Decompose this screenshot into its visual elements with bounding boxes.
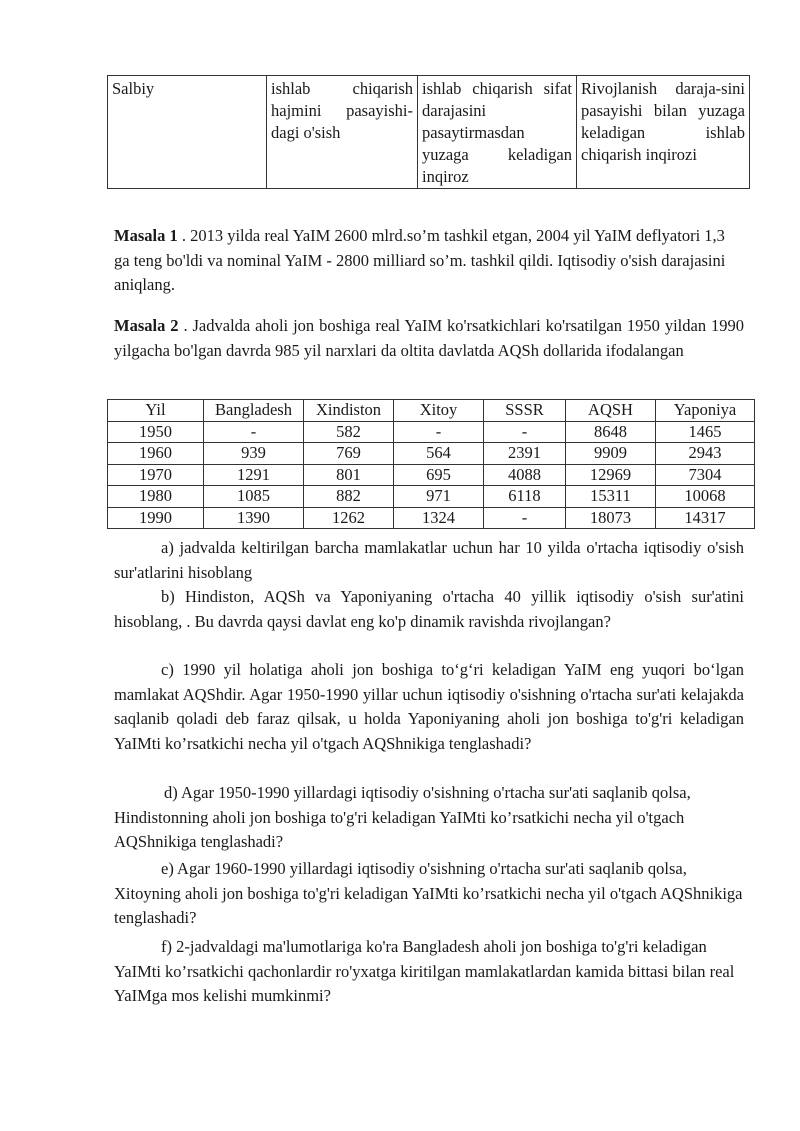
problem-2: [114, 314, 744, 363]
table-cell: 1950: [108, 421, 204, 443]
table-cell: 882: [304, 486, 394, 508]
column-header: Xitoy: [394, 400, 484, 422]
table-cell: 1324: [394, 507, 484, 529]
table-cell: 1085: [204, 486, 304, 508]
table-cell: 7304: [656, 464, 755, 486]
table-cell: -: [484, 421, 566, 443]
column-header: Bangladesh: [204, 400, 304, 422]
table-cell: 1465: [656, 421, 755, 443]
column-header: Yaponiya: [656, 400, 755, 422]
table-cell: 9909: [566, 443, 656, 465]
table-cell: 939: [204, 443, 304, 465]
problem-2-label: Masala 2: [114, 316, 179, 335]
question-b: b) Hindiston, AQSh va Yaponiyaning o'rtacha 40 yillik iqtisodiy o'sish sur'atini hisoblang, . Bu davrda qaysi davlat eng ko'p dinamik ravishda rivojlangan?: [114, 587, 744, 631]
problem-1-label: Masala 1: [114, 226, 178, 245]
gdp-per-capita-table: [107, 399, 755, 529]
problem-2-text: . Jadvalda aholi jon boshiga real YaIM ko'rsatkichlari ko'rsatilgan 1950 yildan 1990 yilgacha bo'lgan davrda 985 yil narxlari da oltita davlatda AQSh dollarida ifodalangan: [114, 316, 744, 360]
table-cell: -: [204, 421, 304, 443]
table-cell: 15311: [566, 486, 656, 508]
table-row: [108, 486, 755, 508]
question-d: d) Agar 1950-1990 yillardagi iqtisodiy o'sishning o'rtacha sur'ati saqlanib qolsa, Hindistonning aholi jon boshiga to'g'ri keladigan YaIMti ko’rsatkichi necha yil o'tgach AQShnikiga tenglashadi?: [114, 783, 691, 851]
table-row: [108, 421, 755, 443]
table-cell: 1980: [108, 486, 204, 508]
question-a: a) jadvalda keltirilgan barcha mamlakatlar uchun har 10 yilda o'rtacha iqtisodiy o'sish sur'atlarini hisoblang: [114, 538, 744, 582]
table-cell: 769: [304, 443, 394, 465]
table-cell: -: [484, 507, 566, 529]
table-cell: ishlab chiqarish hajmini pasayishi-dagi o'sish: [267, 76, 418, 189]
table-cell: 10068: [656, 486, 755, 508]
table-cell: 1990: [108, 507, 204, 529]
table-cell: 1262: [304, 507, 394, 529]
table-row: [108, 507, 755, 529]
table-cell: 14317: [656, 507, 755, 529]
table-cell: 1291: [204, 464, 304, 486]
table-row: [108, 443, 755, 465]
table-cell: 695: [394, 464, 484, 486]
table-cell: 2391: [484, 443, 566, 465]
column-header: SSSR: [484, 400, 566, 422]
table-cell: 971: [394, 486, 484, 508]
column-header: AQSH: [566, 400, 656, 422]
table-cell: 2943: [656, 443, 755, 465]
criteria-table-fragment: [107, 75, 750, 189]
table-cell: 582: [304, 421, 394, 443]
table-cell: 4088: [484, 464, 566, 486]
table-cell: 1970: [108, 464, 204, 486]
problem-1-text: . 2013 yilda real YaIM 2600 mlrd.so’m tashkil etgan, 2004 yil YaIM deflyatori 1,3 ga teng bo'ldi va nominal YaIM - 2800 milliard so’m. tashkil qildi. Iqtisodiy o'sish darajasini aniqlang.: [114, 226, 726, 294]
table-row: [108, 76, 750, 189]
problem-1: [114, 224, 744, 298]
table-cell: ishlab chiqarish sifat darajasini pasaytirmasdan yuzaga keladigan inqiroz: [418, 76, 577, 189]
table-row: [108, 464, 755, 486]
column-header: Xindiston: [304, 400, 394, 422]
table-cell: 801: [304, 464, 394, 486]
table-header-row: [108, 400, 755, 422]
table-cell: 1960: [108, 443, 204, 465]
table-cell: 12969: [566, 464, 656, 486]
table-cell: 18073: [566, 507, 656, 529]
question-f: f) 2-jadvaldagi ma'lumotlariga ko'ra Bangladesh aholi jon boshiga to'g'ri keladigan YaIMti ko’rsatkichi qachonlardir ro'yxatga kiritilgan mamlakatlardan kamida bittasi bilan real YaIMga mos kelishi mumkinmi?: [114, 937, 735, 1005]
table-cell: 6118: [484, 486, 566, 508]
table-cell: -: [394, 421, 484, 443]
question-c: c) 1990 yil holatiga aholi jon boshiga to‘g‘ri keladigan YaIM eng yuqori bo‘lgan mamlakat AQShdir. Agar 1950-1990 yillar uchun iqtisodiy o'sishning o'rtacha sur'ati kelajakda saqlanib qoladi deb faraz qilsak, u holda Yaponiyaning aholi jon boshiga to'g'ri keladigan YaIMti ko’rsatkichi necha yil o'tgach AQShnikiga tenglashadi?: [114, 660, 744, 753]
question-e: e) Agar 1960-1990 yillardagi iqtisodiy o'sishning o'rtacha sur'ati saqlanib qolsa, Xitoyning aholi jon boshiga to'g'ri keladigan YaIMti ko’rsatkichi necha yil o'tgach AQShnikiga tenglashadi?: [114, 859, 743, 927]
table-cell: Rivojlanish daraja-sini pasayishi bilan yuzaga keladigan ishlab chiqarish inqirozi: [577, 76, 750, 189]
table-cell: 1390: [204, 507, 304, 529]
column-header: Yil: [108, 400, 204, 422]
table-cell: 564: [394, 443, 484, 465]
table-cell: Salbiy: [108, 76, 267, 189]
table-cell: 8648: [566, 421, 656, 443]
